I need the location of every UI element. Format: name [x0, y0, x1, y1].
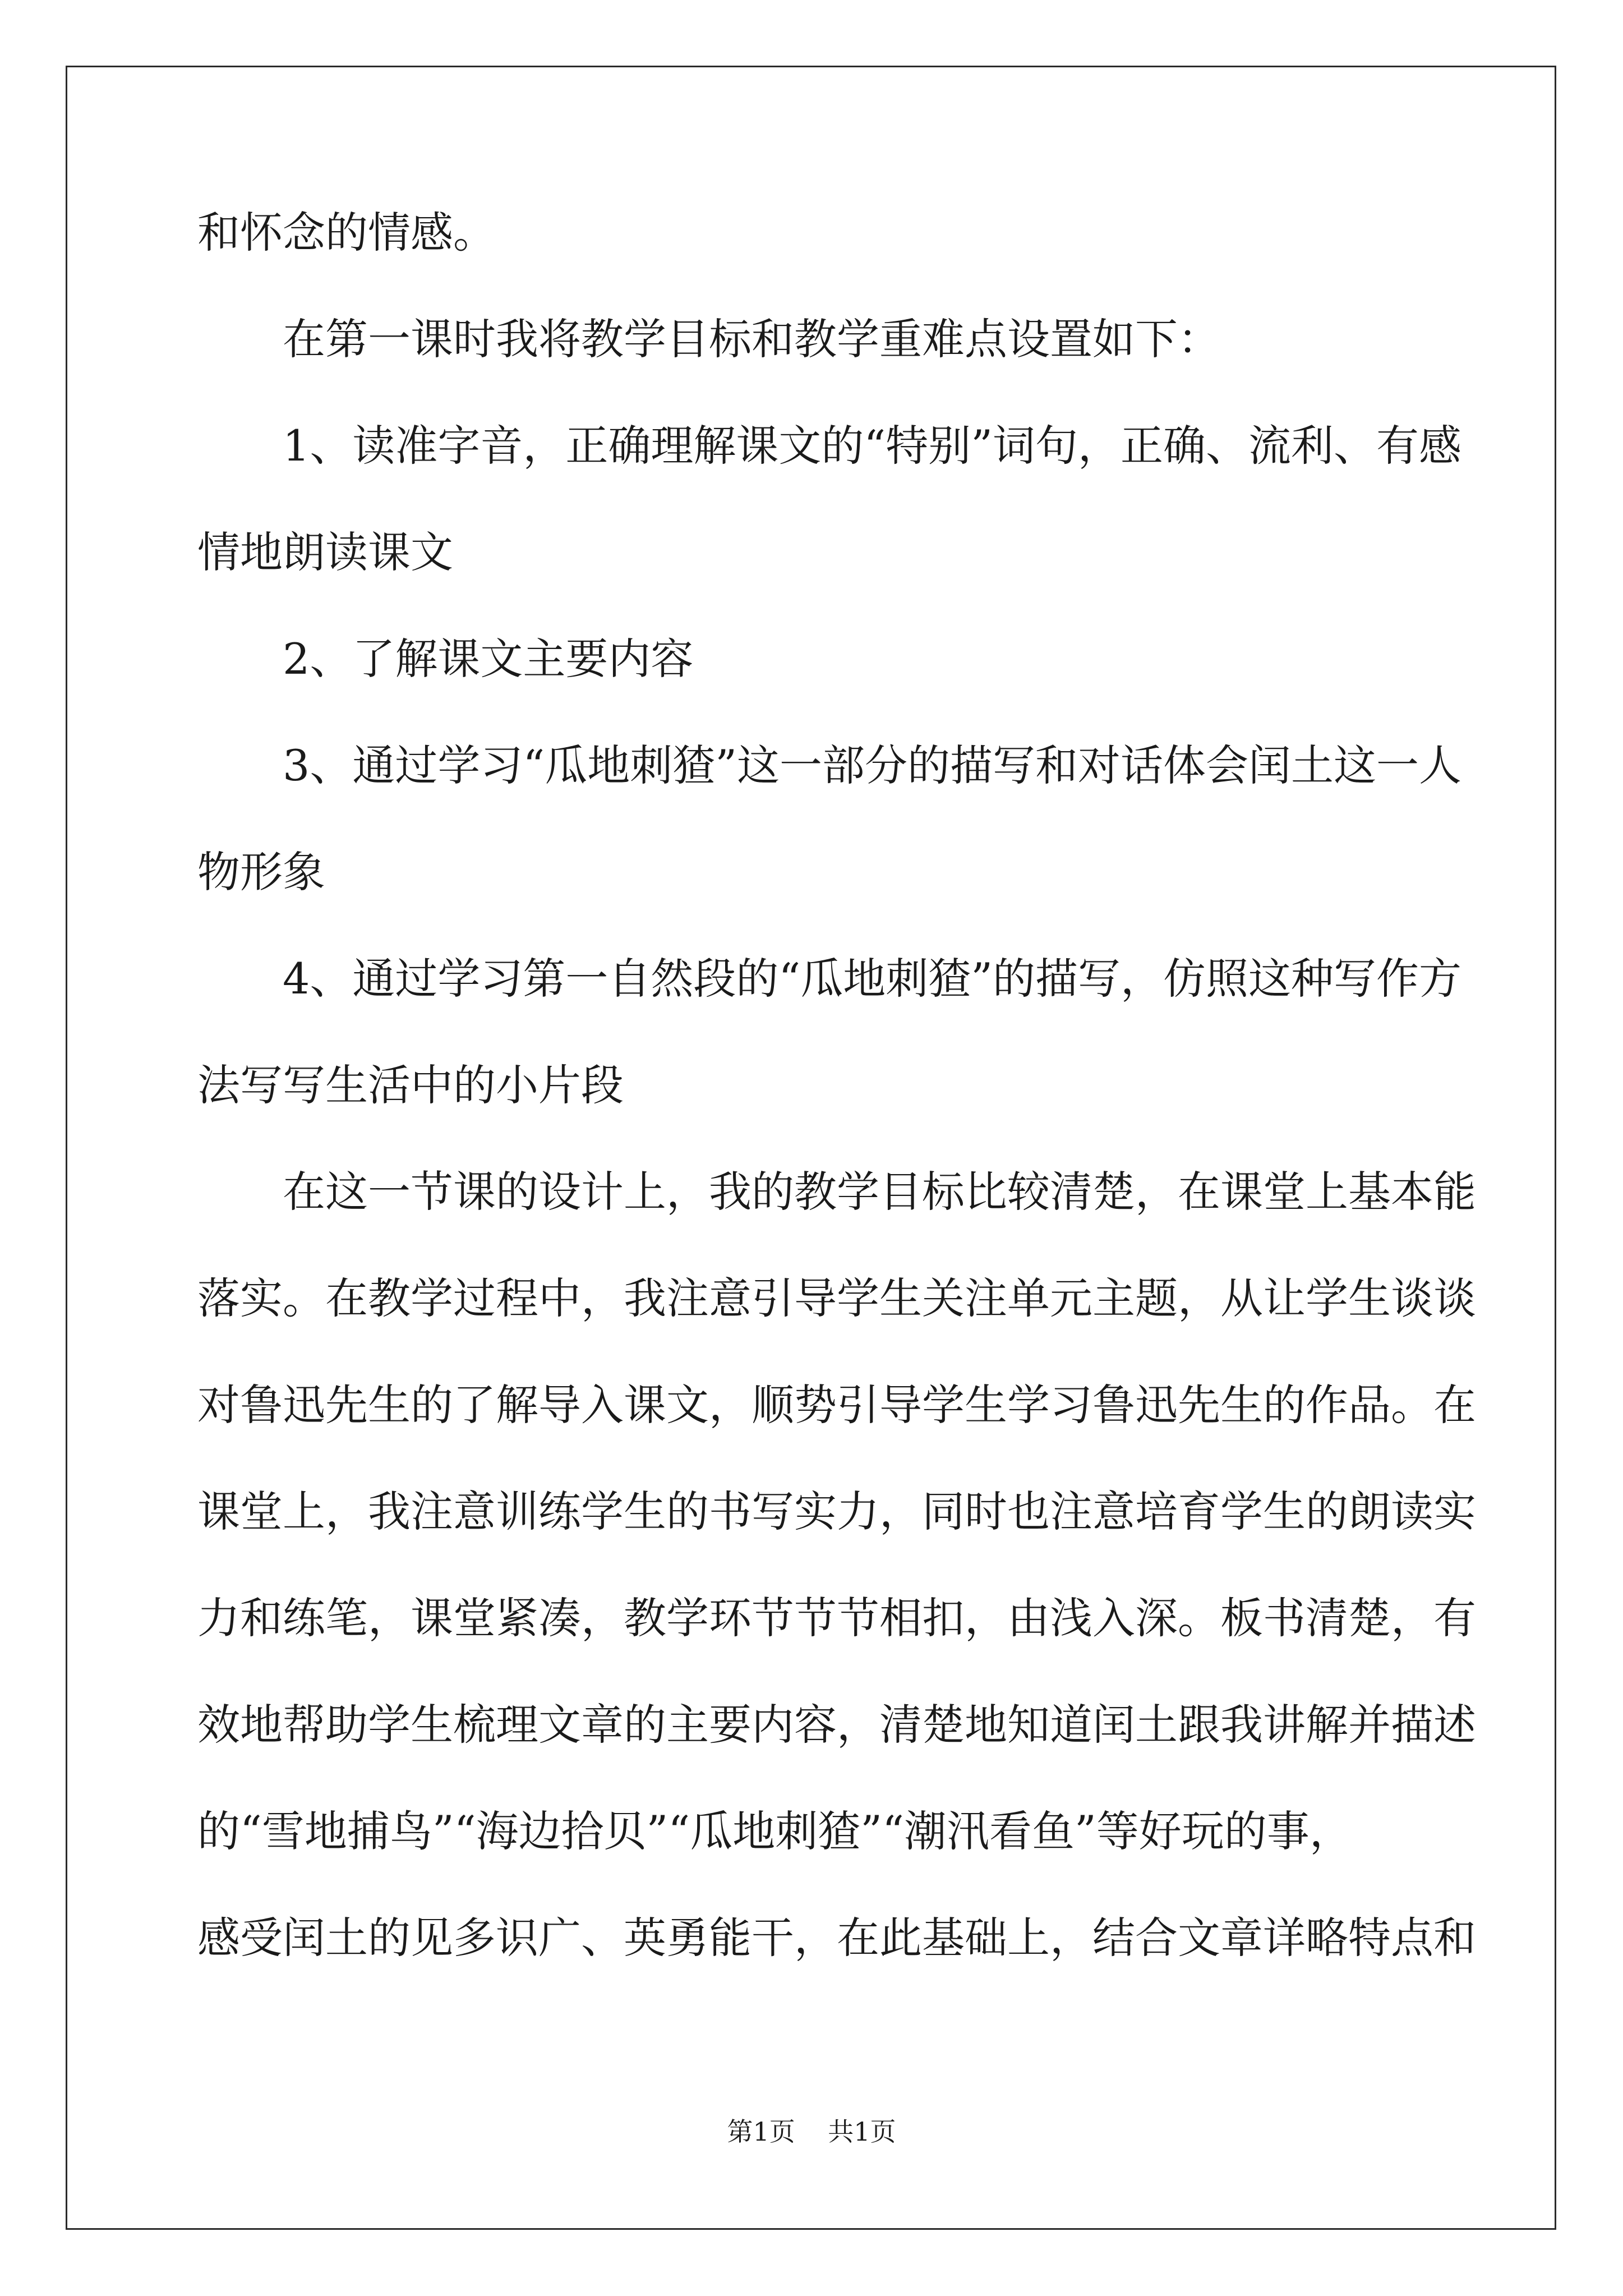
text-line-15: 效地帮助学生梳理文章的主要内容，清楚地知道闰土跟我讲解并描述: [197, 1700, 1476, 1750]
text-line-12: 对鲁迅先生的了解导入课文，顺势引导学生学习鲁迅先生的作品。在: [197, 1380, 1476, 1430]
document-body: [197, 180, 1476, 1991]
text-line-7: 物形象: [197, 847, 325, 897]
text-line-3: 1、读准字音，正确理解课文的“特别”词句，正确、流利、有感: [283, 421, 1462, 471]
text-line-6: 3、通过学习“瓜地刺猹”这一部分的描写和对话体会闰土这一人: [283, 740, 1462, 790]
text-line-16: 的“雪地捕鸟”“海边拾贝”“瓜地刺猹”“潮汛看鱼”等好玩的事，: [197, 1806, 1352, 1856]
text-line-1: 和怀念的情感。: [197, 208, 496, 257]
text-line-8: 4、通过学习第一自然段的“瓜地刺猹”的描写，仿照这种写作方: [283, 954, 1462, 1004]
text-line-10: 在这一节课的设计上，我的教学目标比较清楚，在课堂上基本能: [283, 1167, 1476, 1217]
text-line-4: 情地朗读课文: [197, 527, 453, 577]
page-total: 共1页: [828, 2116, 896, 2147]
text-line-2: 在第一课时我将教学目标和教学重难点设置如下：: [283, 314, 1220, 364]
text-line-5: 2、了解课文主要内容: [283, 634, 694, 684]
text-line-9: 法写写生活中的小片段: [197, 1060, 624, 1110]
text-line-14: 力和练笔，课堂紧凑，教学环节节节相扣，由浅入深。板书清楚，有: [197, 1593, 1476, 1643]
text-line-11: 落实。在教学过程中，我注意引导学生关注单元主题，从让学生谈谈: [197, 1273, 1476, 1323]
text-line-17: 感受闰土的见多识广、英勇能干，在此基础上，结合文章详略特点和: [197, 1913, 1476, 1963]
text-line-13: 课堂上，我注意训练学生的书写实力，同时也注意培育学生的朗读实: [197, 1487, 1476, 1536]
page-number: 第1页: [727, 2116, 795, 2147]
page-footer: [0, 2115, 1623, 2148]
